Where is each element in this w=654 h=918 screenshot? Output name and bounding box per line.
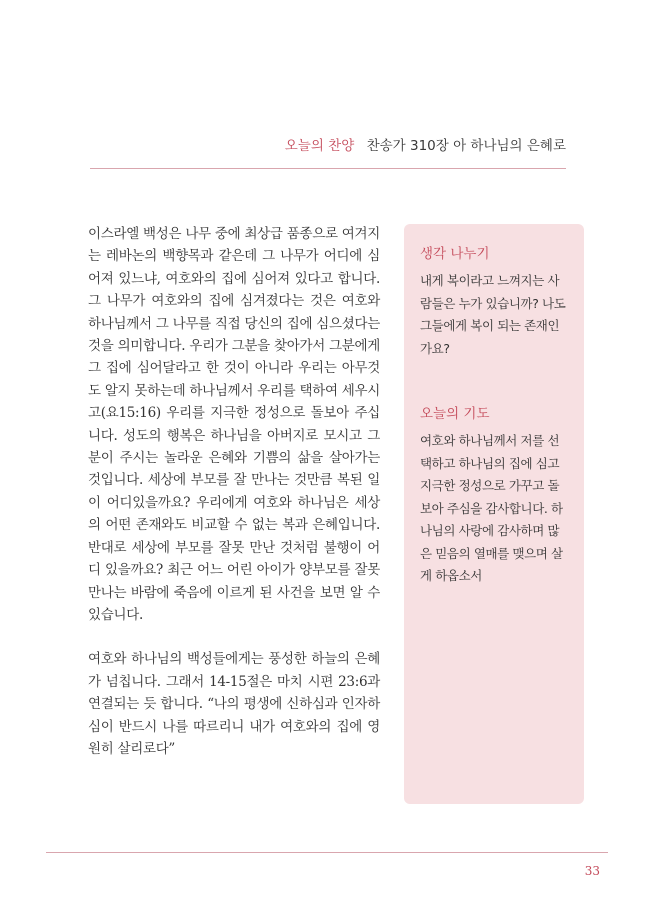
hymn-title: 찬송가 310장 아 하나님의 은혜로 (366, 138, 566, 154)
prayer-section (420, 402, 566, 588)
share-text: 내게 복이라고 느껴지는 사람들은 누가 있습니까? 나도 그들에게 복이 되는 존재인가요? (420, 273, 566, 356)
prayer-title: 오늘의 기도 (420, 406, 490, 422)
share-section (420, 242, 566, 360)
main-body (88, 223, 380, 760)
body-paragraph: 이스라엘 백성은 나무 중에 최상급 품종으로 여겨지는 레바논의 백향목과 같은데 그 나무가 어디에 심어져 있느냐, 여호와의 집에 심어져 있다고 합니다. 그 나무가 여호와의 집에 심겨졌다는 것은 여호와 하나님께서 그 나무를 직접 당신의 집에 심으셨다는 것을 의미합니다. 우리가 그분을 찾아가서 그분에게 그 집에 심어달라고 한 것이 아니라 우리는 아무것도 알지 못하는데 하나님께서 우리를 택하여 세우시고(요15:16) 우리를 지극한 정성으로 돌보아 주십니다. 성도의 행복은 하나님을 아버지로 모시고 그분이 주시는 놀라운 은혜와 기쁨의 삶을 살아가는 것입니다. 세상에 부모를 잘 만나는 것만큼 복된 일이 어디있을까요? 우리에게 여호와 하나님은 세상의 어떤 존재와도 비교할 수 없는 복과 은혜입니다. 반대로 세상에 부모를 잘못 만난 것처럼 불행이 어디 있을까요? 최근 어느 어린 아이가 양부모를 잘못 만나는 바람에 죽음에 이르게 된 사건을 보면 알 수 있습니다. (88, 226, 380, 623)
body-paragraph: 여호와 하나님의 백성들에게는 풍성한 하늘의 은혜가 넘칩니다. 그래서 14-15절은 마치 시편 23:6과 연결되는 듯 합니다. “나의 평생에 신하심과 인자하심이 반드시 나를 따르리니 내가 여호와의 집에 영원히 살리로다” (88, 651, 380, 757)
share-title: 생각 나누기 (420, 246, 490, 262)
todays-hymn-label: 오늘의 찬양 (284, 138, 355, 154)
header-divider (90, 168, 566, 169)
page-number: 33 (584, 864, 600, 878)
page-header (285, 134, 566, 154)
sidebar-box (404, 224, 584, 804)
prayer-text: 여호와 하나님께서 저를 선택하고 하나님의 집에 심고 지극한 정성으로 가꾸고 돌보아 주심을 감사합니다. 하나님의 사랑에 감사하며 많은 믿음의 열매를 맺으며 살게 하옵소서 (420, 433, 563, 583)
footer-divider (46, 852, 608, 853)
